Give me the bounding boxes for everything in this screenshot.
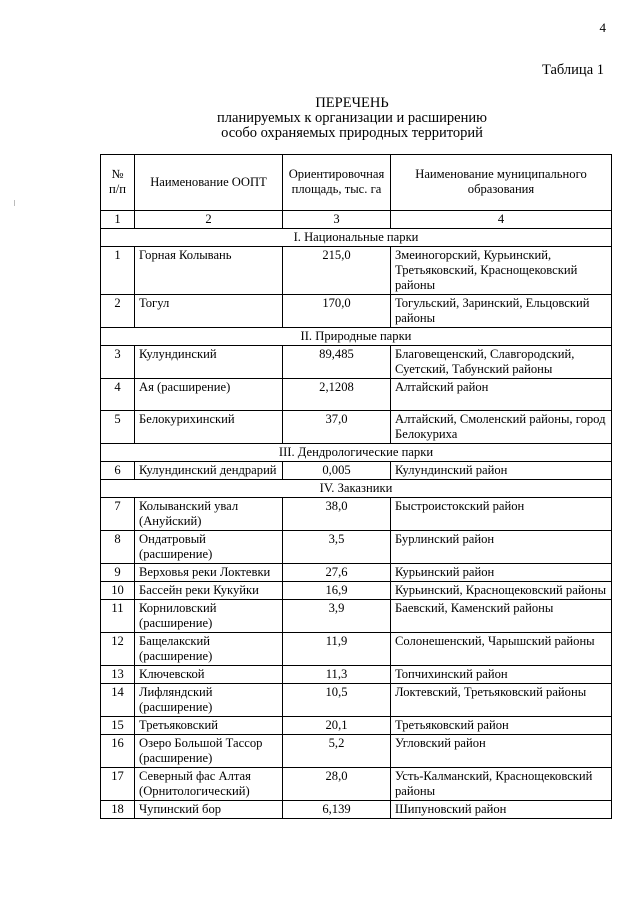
cell-num: 3 (101, 346, 135, 379)
cell-num: 16 (101, 735, 135, 768)
table-row (101, 462, 612, 480)
table-row (101, 684, 612, 717)
section-row (101, 328, 612, 346)
title-subline-1: планируемых к организации и расширению (217, 110, 487, 126)
cell-num: 17 (101, 768, 135, 801)
cell-name: Чупинский бор (135, 801, 283, 819)
section-title: III. Дендрологические парки (101, 444, 612, 462)
table-row (101, 379, 612, 411)
cell-area: 170,0 (283, 295, 391, 328)
cell-num: 1 (101, 247, 135, 295)
cell-municipality: Третьяковский район (391, 717, 612, 735)
cell-area: 3,9 (283, 600, 391, 633)
table-row (101, 600, 612, 633)
cell-name: Кулундинский дендрарий (135, 462, 283, 480)
header-municipality: Наименование муниципального образования (391, 155, 612, 211)
table-row (101, 247, 612, 295)
cell-num: 10 (101, 582, 135, 600)
table-row (101, 735, 612, 768)
cell-municipality: Алтайский, Смоленский районы, город Белокуриха (391, 411, 612, 444)
cell-area: 89,485 (283, 346, 391, 379)
cell-municipality: Благовещенский, Славгородский, Суетский, Табунский районы (391, 346, 612, 379)
cell-num: 7 (101, 498, 135, 531)
cell-area: 27,6 (283, 564, 391, 582)
cell-num: 11 (101, 600, 135, 633)
cell-municipality: Локтевский, Третьяковский районы (391, 684, 612, 717)
cell-area: 2,1208 (283, 379, 391, 411)
cell-name: Кулундинский (135, 346, 283, 379)
title-subline-2: особо охраняемых природных территорий (221, 125, 483, 141)
cell-municipality: Топчихинский район (391, 666, 612, 684)
table-row (101, 666, 612, 684)
cell-name: Корниловский (расширение) (135, 600, 283, 633)
cell-municipality: Бурлинский район (391, 531, 612, 564)
title-heading: ПЕРЕЧЕНЬ (315, 95, 389, 111)
cell-municipality: Курьинский, Краснощековский районы (391, 582, 612, 600)
cell-municipality: Курьинский район (391, 564, 612, 582)
cell-name: Ключевской (135, 666, 283, 684)
cell-name: Лифляндский (расширение) (135, 684, 283, 717)
cell-municipality: Тогульский, Заринский, Ельцовский районы (391, 295, 612, 328)
cell-name: Белокурихинский (135, 411, 283, 444)
cell-area: 6,139 (283, 801, 391, 819)
header-area: Ориентировочная площадь, тыс. га (283, 155, 391, 211)
cell-name: Горная Колывань (135, 247, 283, 295)
section-row (101, 444, 612, 462)
page-number: 4 (599, 20, 606, 35)
header-name: Наименование ООПТ (135, 155, 283, 211)
cell-area: 37,0 (283, 411, 391, 444)
column-number-row (101, 211, 612, 229)
table-row (101, 531, 612, 564)
cell-area: 28,0 (283, 768, 391, 801)
cell-name: Бассейн реки Кукуйки (135, 582, 283, 600)
section-title: II. Природные парки (101, 328, 612, 346)
section-row (101, 229, 612, 247)
table-row (101, 498, 612, 531)
column-number: 1 (101, 211, 135, 229)
cell-num: 2 (101, 295, 135, 328)
section-title: IV. Заказники (101, 480, 612, 498)
table-row (101, 582, 612, 600)
cell-name: Бащелакский (расширение) (135, 633, 283, 666)
cell-name: Тогул (135, 295, 283, 328)
cell-municipality: Усть-Калманский, Краснощековский районы (391, 768, 612, 801)
table-row (101, 633, 612, 666)
cell-num: 18 (101, 801, 135, 819)
cell-area: 11,3 (283, 666, 391, 684)
table-header-row (101, 155, 612, 211)
cell-area: 10,5 (283, 684, 391, 717)
column-number: 4 (391, 211, 612, 229)
table-row (101, 346, 612, 379)
cell-num: 13 (101, 666, 135, 684)
header-num: № п/п (101, 155, 135, 211)
cell-num: 14 (101, 684, 135, 717)
column-number: 3 (283, 211, 391, 229)
section-title: I. Национальные парки (101, 229, 612, 247)
margin-mark (14, 200, 15, 206)
cell-area: 215,0 (283, 247, 391, 295)
cell-num: 5 (101, 411, 135, 444)
cell-name: Колыванский увал (Ануйский) (135, 498, 283, 531)
cell-num: 6 (101, 462, 135, 480)
cell-name: Ая (расширение) (135, 379, 283, 411)
cell-municipality: Солонешенский, Чарышский районы (391, 633, 612, 666)
cell-municipality: Змеиногорский, Курьинский, Третьяковский, Краснощековский районы (391, 247, 612, 295)
cell-area: 3,5 (283, 531, 391, 564)
cell-num: 4 (101, 379, 135, 411)
cell-area: 16,9 (283, 582, 391, 600)
protected-areas-table (100, 154, 612, 819)
cell-area: 5,2 (283, 735, 391, 768)
table-label: Таблица 1 (541, 62, 604, 78)
cell-municipality: Быстроистокский район (391, 498, 612, 531)
table-row (101, 564, 612, 582)
column-number: 2 (135, 211, 283, 229)
cell-name: Третьяковский (135, 717, 283, 735)
table-row (101, 801, 612, 819)
cell-name: Северный фас Алтая (Орнитологический) (135, 768, 283, 801)
document-title (100, 96, 604, 141)
section-row (101, 480, 612, 498)
table-row (101, 768, 612, 801)
table-row (101, 717, 612, 735)
table-row (101, 411, 612, 444)
cell-num: 8 (101, 531, 135, 564)
cell-name: Ондатровый (расширение) (135, 531, 283, 564)
cell-municipality: Угловский район (391, 735, 612, 768)
cell-name: Озеро Большой Тассор (расширение) (135, 735, 283, 768)
table-row (101, 295, 612, 328)
cell-num: 9 (101, 564, 135, 582)
cell-num: 15 (101, 717, 135, 735)
cell-area: 38,0 (283, 498, 391, 531)
cell-area: 20,1 (283, 717, 391, 735)
cell-municipality: Алтайский район (391, 379, 612, 411)
cell-municipality: Шипуновский район (391, 801, 612, 819)
cell-area: 0,005 (283, 462, 391, 480)
cell-municipality: Баевский, Каменский районы (391, 600, 612, 633)
cell-num: 12 (101, 633, 135, 666)
cell-area: 11,9 (283, 633, 391, 666)
cell-name: Верховья реки Локтевки (135, 564, 283, 582)
cell-municipality: Кулундинский район (391, 462, 612, 480)
